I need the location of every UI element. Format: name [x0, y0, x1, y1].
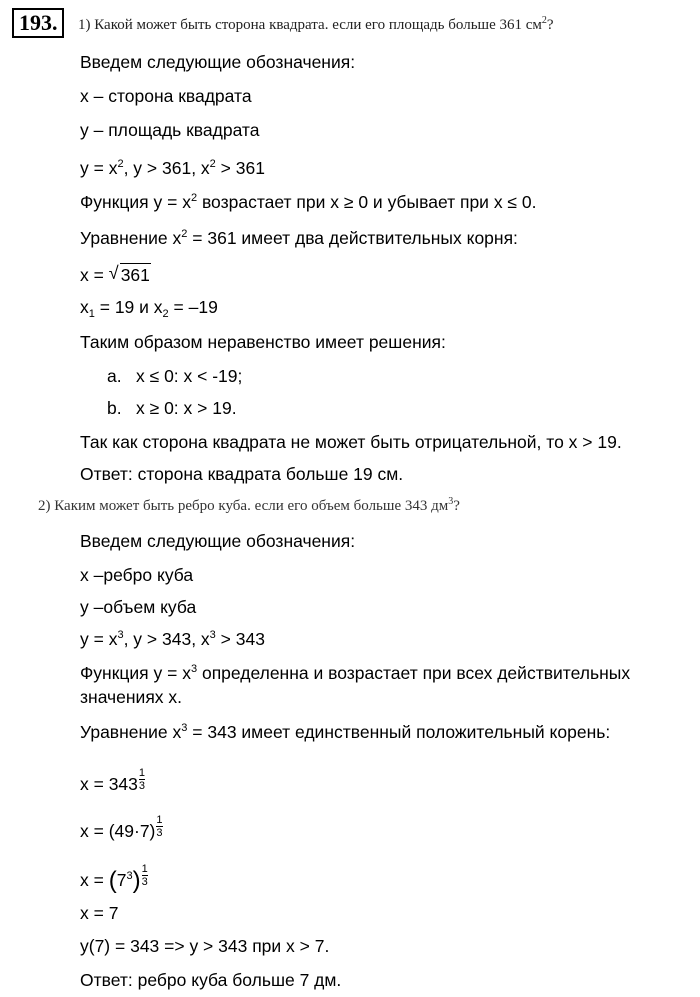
part1-function: Функция $y = x^2$ возрастает при x ≥ 0 и убывает при x ≤ 0. — [80, 192, 537, 212]
part1-def-x: x – сторона квадрата — [80, 86, 252, 106]
part2-def-x: x –ребро куба — [80, 565, 194, 585]
part2-step4: x = 7 — [80, 903, 119, 923]
part2-check: y(7) = 343 => y > 343 при x > 7. — [80, 936, 330, 956]
part1-conclusion: Так как сторона квадрата не может быть отрицательной, то x > 19. — [80, 432, 622, 452]
case-b-text: x ≥ 0: x > 19. — [136, 398, 237, 418]
part2-intro: Введем следующие обозначения: — [80, 531, 356, 551]
part2-function: Функция $y = x^3$ определенна и возрастает при всех действительных — [80, 663, 631, 683]
part2-step3: $x = (7^3)$ $\frac{1}{3}$ — [80, 863, 148, 894]
part1-def-y: y – площадь квадрата — [80, 120, 260, 140]
fraction-exponent: $\frac{1}{3}$ — [141, 863, 148, 888]
case-a-text: x ≤ 0: x < -19; — [136, 366, 243, 386]
case-a-label: a. — [107, 366, 122, 386]
fraction-exponent: $\frac{1}{3}$ — [156, 814, 163, 839]
part1-equation: $y = x^2$, y > 361, $x^2 > 361$ — [80, 158, 265, 178]
part2-answer: Ответ: ребро куба больше 7 дм. — [80, 970, 342, 990]
part2-step1: x = 343 $\frac{1}{3}$ — [80, 767, 146, 794]
part1-intro: Введем следующие обозначения: — [80, 52, 356, 72]
question-2: 2) Каким может быть ребро куба. если его объем больше 343 $дм^3$? — [38, 496, 460, 514]
fraction-exponent: $\frac{1}{3}$ — [138, 767, 146, 792]
part2-equation: $y = x^3$, y > 343, $x^3 > 343$ — [80, 629, 265, 649]
part2-step2: x = (49·7) $\frac{1}{3}$ — [80, 814, 163, 841]
problem-number: 193. — [12, 8, 64, 38]
case-b-label: b. — [107, 398, 122, 418]
part1-roots: $x_1 = 19$ и $x_2 = -19$ — [80, 297, 218, 320]
part1-sqrt-line: x = √ 361 — [80, 263, 151, 286]
part2-function-cont: значениях x. — [80, 687, 183, 707]
question-1: 1) Какой может быть сторона квадрата. если его площадь больше 361 $см^2$? — [78, 15, 554, 33]
part1-answer: Ответ: сторона квадрата больше 19 см. — [80, 464, 404, 484]
sqrt-symbol: √ 361 — [109, 263, 151, 286]
part1-solution-intro: Таким образом неравенство имеет решения: — [80, 332, 446, 352]
part2-def-y: y –объем куба — [80, 597, 197, 617]
part2-root-equation: Уравнение $x^3 = 343$ имеет единственный положительный корень: — [80, 722, 611, 742]
part1-root-equation: Уравнение $x^2 = 361$ имеет два действительных корня: — [80, 228, 518, 248]
